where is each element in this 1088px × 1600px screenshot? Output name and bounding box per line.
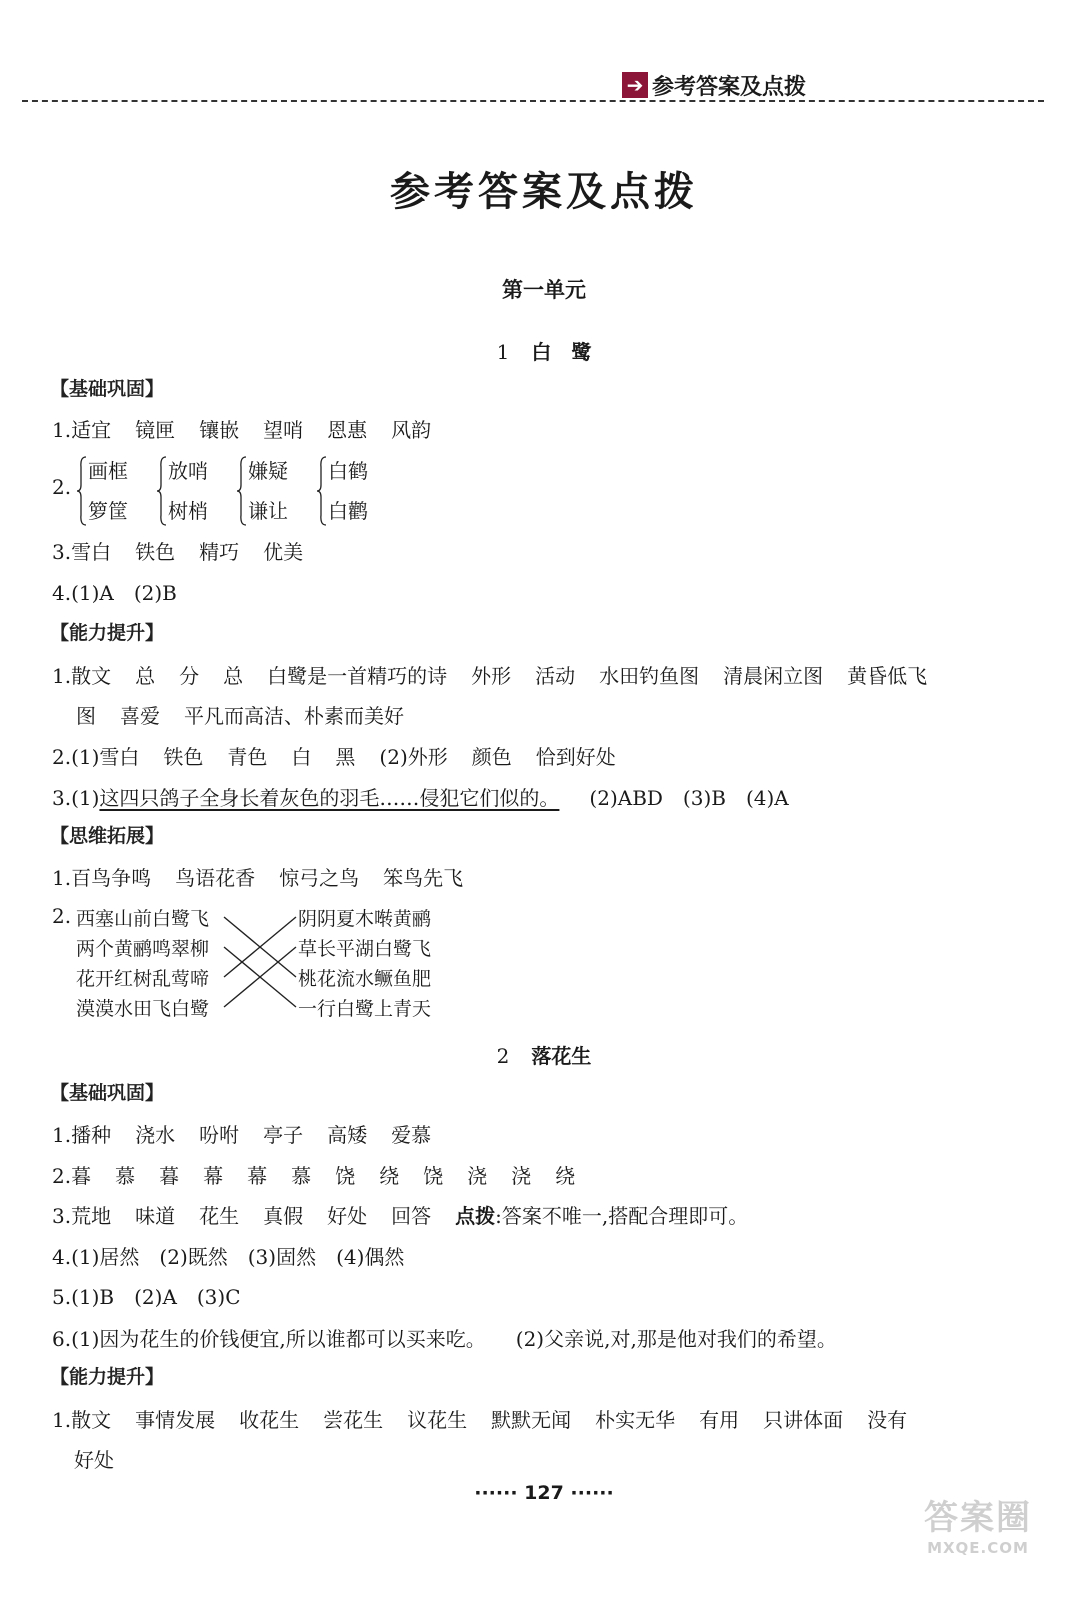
answer-word: 事情发展 xyxy=(135,1408,216,1432)
answer-word: 总 xyxy=(135,664,156,688)
brace-icon xyxy=(76,455,88,527)
unit-title: 第一单元 xyxy=(502,278,586,302)
lesson-1-number: 1 xyxy=(496,340,510,364)
q-number: 1. xyxy=(52,1123,72,1147)
l1-a1 xyxy=(52,660,927,689)
answer-word: 总 xyxy=(223,664,244,688)
answer-word: 亭子 xyxy=(263,1123,304,1147)
answer-word: 浇水 xyxy=(135,1123,176,1147)
q-number: 2. xyxy=(52,1164,72,1188)
l2-q3 xyxy=(52,1200,748,1229)
answer-word: 回答 xyxy=(391,1204,432,1228)
brace-icon xyxy=(316,455,328,527)
l1-q3 xyxy=(52,536,303,565)
q-number: 2.(1) xyxy=(52,745,100,769)
l2-q1 xyxy=(52,1119,431,1148)
answer-word: 花生 xyxy=(199,1204,240,1228)
answer-char: 浇 xyxy=(467,1164,488,1188)
answer-word: 雪白 xyxy=(99,745,140,769)
l1-q2-word-pairs xyxy=(52,455,452,527)
l2-a1-cont: 好处 xyxy=(74,1448,114,1472)
pair-word: 谦让 xyxy=(248,499,288,523)
answer-word: 图 xyxy=(76,704,96,728)
q-number: 1. xyxy=(52,418,72,442)
header-label-text: 参考答案及点拨 xyxy=(652,74,807,100)
section-nengli-1: 【能力提升】 xyxy=(50,622,165,644)
l2-q6 xyxy=(52,1323,837,1352)
answer-char: 幕 xyxy=(247,1164,268,1188)
answer-word: 只讲体面 xyxy=(763,1408,844,1432)
q-number: 3. xyxy=(52,1204,72,1228)
answer-word: 播种 xyxy=(71,1123,112,1147)
answer-word: 分 xyxy=(179,664,200,688)
q-number: 2. xyxy=(52,475,72,499)
poem-line-left: 两个黄鹂鸣翠柳 xyxy=(76,938,210,960)
answer-word: 笨鸟先飞 xyxy=(383,866,464,890)
poem-line-left: 漠漠水田飞白鹭 xyxy=(76,998,210,1020)
answer-word: 望哨 xyxy=(263,418,304,442)
arrow-right-icon: ➔ xyxy=(622,72,648,98)
watermark-text: 答案圈 xyxy=(924,1498,1032,1538)
pair-word: 白鹤 xyxy=(328,459,368,483)
answer-char: 饶 xyxy=(423,1164,444,1188)
poem-line-left: 花开红树乱莺啼 xyxy=(76,968,210,990)
answer-word: 精巧 xyxy=(199,540,240,564)
answer-word: 有用 xyxy=(699,1408,740,1432)
answer-word: 优美 xyxy=(263,540,304,564)
answer-char: 饶 xyxy=(335,1164,356,1188)
answer-word: 高矮 xyxy=(327,1123,368,1147)
answer-word: 颜色 xyxy=(471,745,512,769)
answer-word: 清晨闲立图 xyxy=(723,664,824,688)
l1-a2 xyxy=(52,741,616,770)
answer-word: 鸟语花香 xyxy=(175,866,256,890)
answer-word: 喜爱 xyxy=(120,704,160,728)
answer-char: 绕 xyxy=(379,1164,400,1188)
pair-word: 画框 xyxy=(88,459,128,483)
answer-word: 黄昏低飞 xyxy=(847,664,928,688)
l2-q5: 5.(1)B (2)A (3)C xyxy=(52,1285,241,1309)
answer-word: 散文 xyxy=(71,664,112,688)
answer-word: 铁色 xyxy=(163,745,204,769)
lesson-2-name: 落花生 xyxy=(531,1044,592,1068)
l1-s2-poem-matching xyxy=(52,902,472,1026)
pair-word: 放哨 xyxy=(168,459,208,483)
l1-s1 xyxy=(52,862,463,891)
l2-q4: 4.(1)居然 (2)既然 (3)固然 (4)偶然 xyxy=(52,1245,405,1269)
answer-word: 雪白 xyxy=(71,540,112,564)
answer-word: 好处 xyxy=(327,1204,368,1228)
pair-word: 箩筐 xyxy=(88,499,128,523)
answer-word: 散文 xyxy=(71,1408,112,1432)
answer-char: 慕 xyxy=(291,1164,312,1188)
answer-text: (2)ABD (3)B (4)A xyxy=(589,786,789,810)
poem-line-right: 桃花流水鳜鱼肥 xyxy=(298,968,432,990)
brace-icon xyxy=(236,455,248,527)
pair-word: 白鹳 xyxy=(328,499,368,523)
answer-word: 爱慕 xyxy=(391,1123,432,1147)
q-subnumber: (2) xyxy=(379,745,408,769)
answer-word: 议花生 xyxy=(407,1408,468,1432)
answer-word: 朴实无华 xyxy=(595,1408,676,1432)
l2-q2 xyxy=(52,1160,575,1189)
answer-word: 荒地 xyxy=(71,1204,112,1228)
poem-line-right: 阴阴夏木啭黄鹂 xyxy=(298,908,432,930)
section-jichu-1: 【基础巩固】 xyxy=(50,378,165,400)
answer-word: 黑 xyxy=(335,745,356,769)
watermark-url: MXQE.COM xyxy=(927,1539,1029,1557)
answer-word: 惊弓之鸟 xyxy=(279,866,360,890)
page-number: ······ 127 ······ xyxy=(474,1482,614,1504)
answer-char: 幕 xyxy=(203,1164,224,1188)
poem-line-left: 西塞山前白鹭飞 xyxy=(76,908,210,930)
answer-text: 6.(1)因为花生的价钱便宜,所以谁都可以买来吃。 xyxy=(52,1327,486,1351)
answer-char: 浇 xyxy=(511,1164,532,1188)
section-siwei-1: 【思维拓展】 xyxy=(50,825,165,847)
q-number: 1. xyxy=(52,866,72,890)
answer-word: 平凡而高洁、朴素而美好 xyxy=(184,704,404,728)
q-number: 3. xyxy=(52,540,72,564)
answer-word: 吩咐 xyxy=(199,1123,240,1147)
answer-word: 铁色 xyxy=(135,540,176,564)
answer-char: 绕 xyxy=(555,1164,576,1188)
answer-char: 暮 xyxy=(159,1164,180,1188)
pair-word: 嫌疑 xyxy=(248,459,288,483)
watermark-logo xyxy=(898,1490,1058,1570)
lesson-2-title xyxy=(0,1040,1088,1069)
answer-word: 风韵 xyxy=(391,418,432,442)
q-number: 2. xyxy=(52,904,72,928)
header-dashed-rule xyxy=(22,100,1044,102)
answer-word: 适宜 xyxy=(71,418,112,442)
underlined-answer: 这四只鸽子全身长着灰色的羽毛……侵犯它们似的。 xyxy=(99,786,560,810)
answer-word: 外形 xyxy=(471,664,512,688)
matching-lines xyxy=(52,902,472,1026)
q-number: 1. xyxy=(52,1408,72,1432)
q-number: 3.(1) xyxy=(52,786,100,810)
brace-icon xyxy=(156,455,168,527)
poem-line-right: 草长平湖白鹭飞 xyxy=(298,938,432,960)
answer-word: 白鹭是一首精巧的诗 xyxy=(267,664,448,688)
section-nengli-2: 【能力提升】 xyxy=(50,1366,165,1388)
header-label xyxy=(622,70,806,100)
answer-text: (2)父亲说,对,那是他对我们的希望。 xyxy=(515,1327,837,1351)
lesson-2-number: 2 xyxy=(496,1044,510,1068)
answer-word: 收花生 xyxy=(239,1408,300,1432)
answer-word: 味道 xyxy=(135,1204,176,1228)
answer-word: 白 xyxy=(291,745,312,769)
q-number: 1. xyxy=(52,664,72,688)
answer-word: 镶嵌 xyxy=(199,418,240,442)
l1-a1-cont xyxy=(76,700,404,729)
answer-word: 百鸟争鸣 xyxy=(71,866,152,890)
page-title: 参考答案及点拨 xyxy=(390,168,698,215)
answer-word: 青色 xyxy=(227,745,268,769)
pair-word: 树梢 xyxy=(168,499,208,523)
answer-word: 镜匣 xyxy=(135,418,176,442)
page-header xyxy=(0,0,1088,110)
answer-word: 外形 xyxy=(407,745,448,769)
tip-text: :答案不唯一,搭配合理即可。 xyxy=(495,1204,749,1228)
answer-word: 默默无闻 xyxy=(491,1408,572,1432)
answer-char: 慕 xyxy=(115,1164,136,1188)
l1-q1 xyxy=(52,414,431,443)
l2-a1 xyxy=(52,1404,907,1433)
answer-char: 暮 xyxy=(71,1164,92,1188)
answer-word: 活动 xyxy=(535,664,576,688)
tip-label: 点拨 xyxy=(455,1204,496,1228)
l1-a3 xyxy=(52,782,789,811)
l1-q4: 4.(1)A (2)B xyxy=(52,581,177,605)
answer-word: 恩惠 xyxy=(327,418,368,442)
poem-line-right: 一行白鹭上青天 xyxy=(298,998,432,1020)
answer-word: 没有 xyxy=(867,1408,908,1432)
answer-word: 尝花生 xyxy=(323,1408,384,1432)
answer-word: 真假 xyxy=(263,1204,304,1228)
lesson-1-name: 白 鹭 xyxy=(531,340,592,364)
section-jichu-2: 【基础巩固】 xyxy=(50,1082,165,1104)
answer-word: 水田钓鱼图 xyxy=(599,664,700,688)
lesson-1-title xyxy=(0,336,1088,365)
answer-word: 恰到好处 xyxy=(535,745,616,769)
